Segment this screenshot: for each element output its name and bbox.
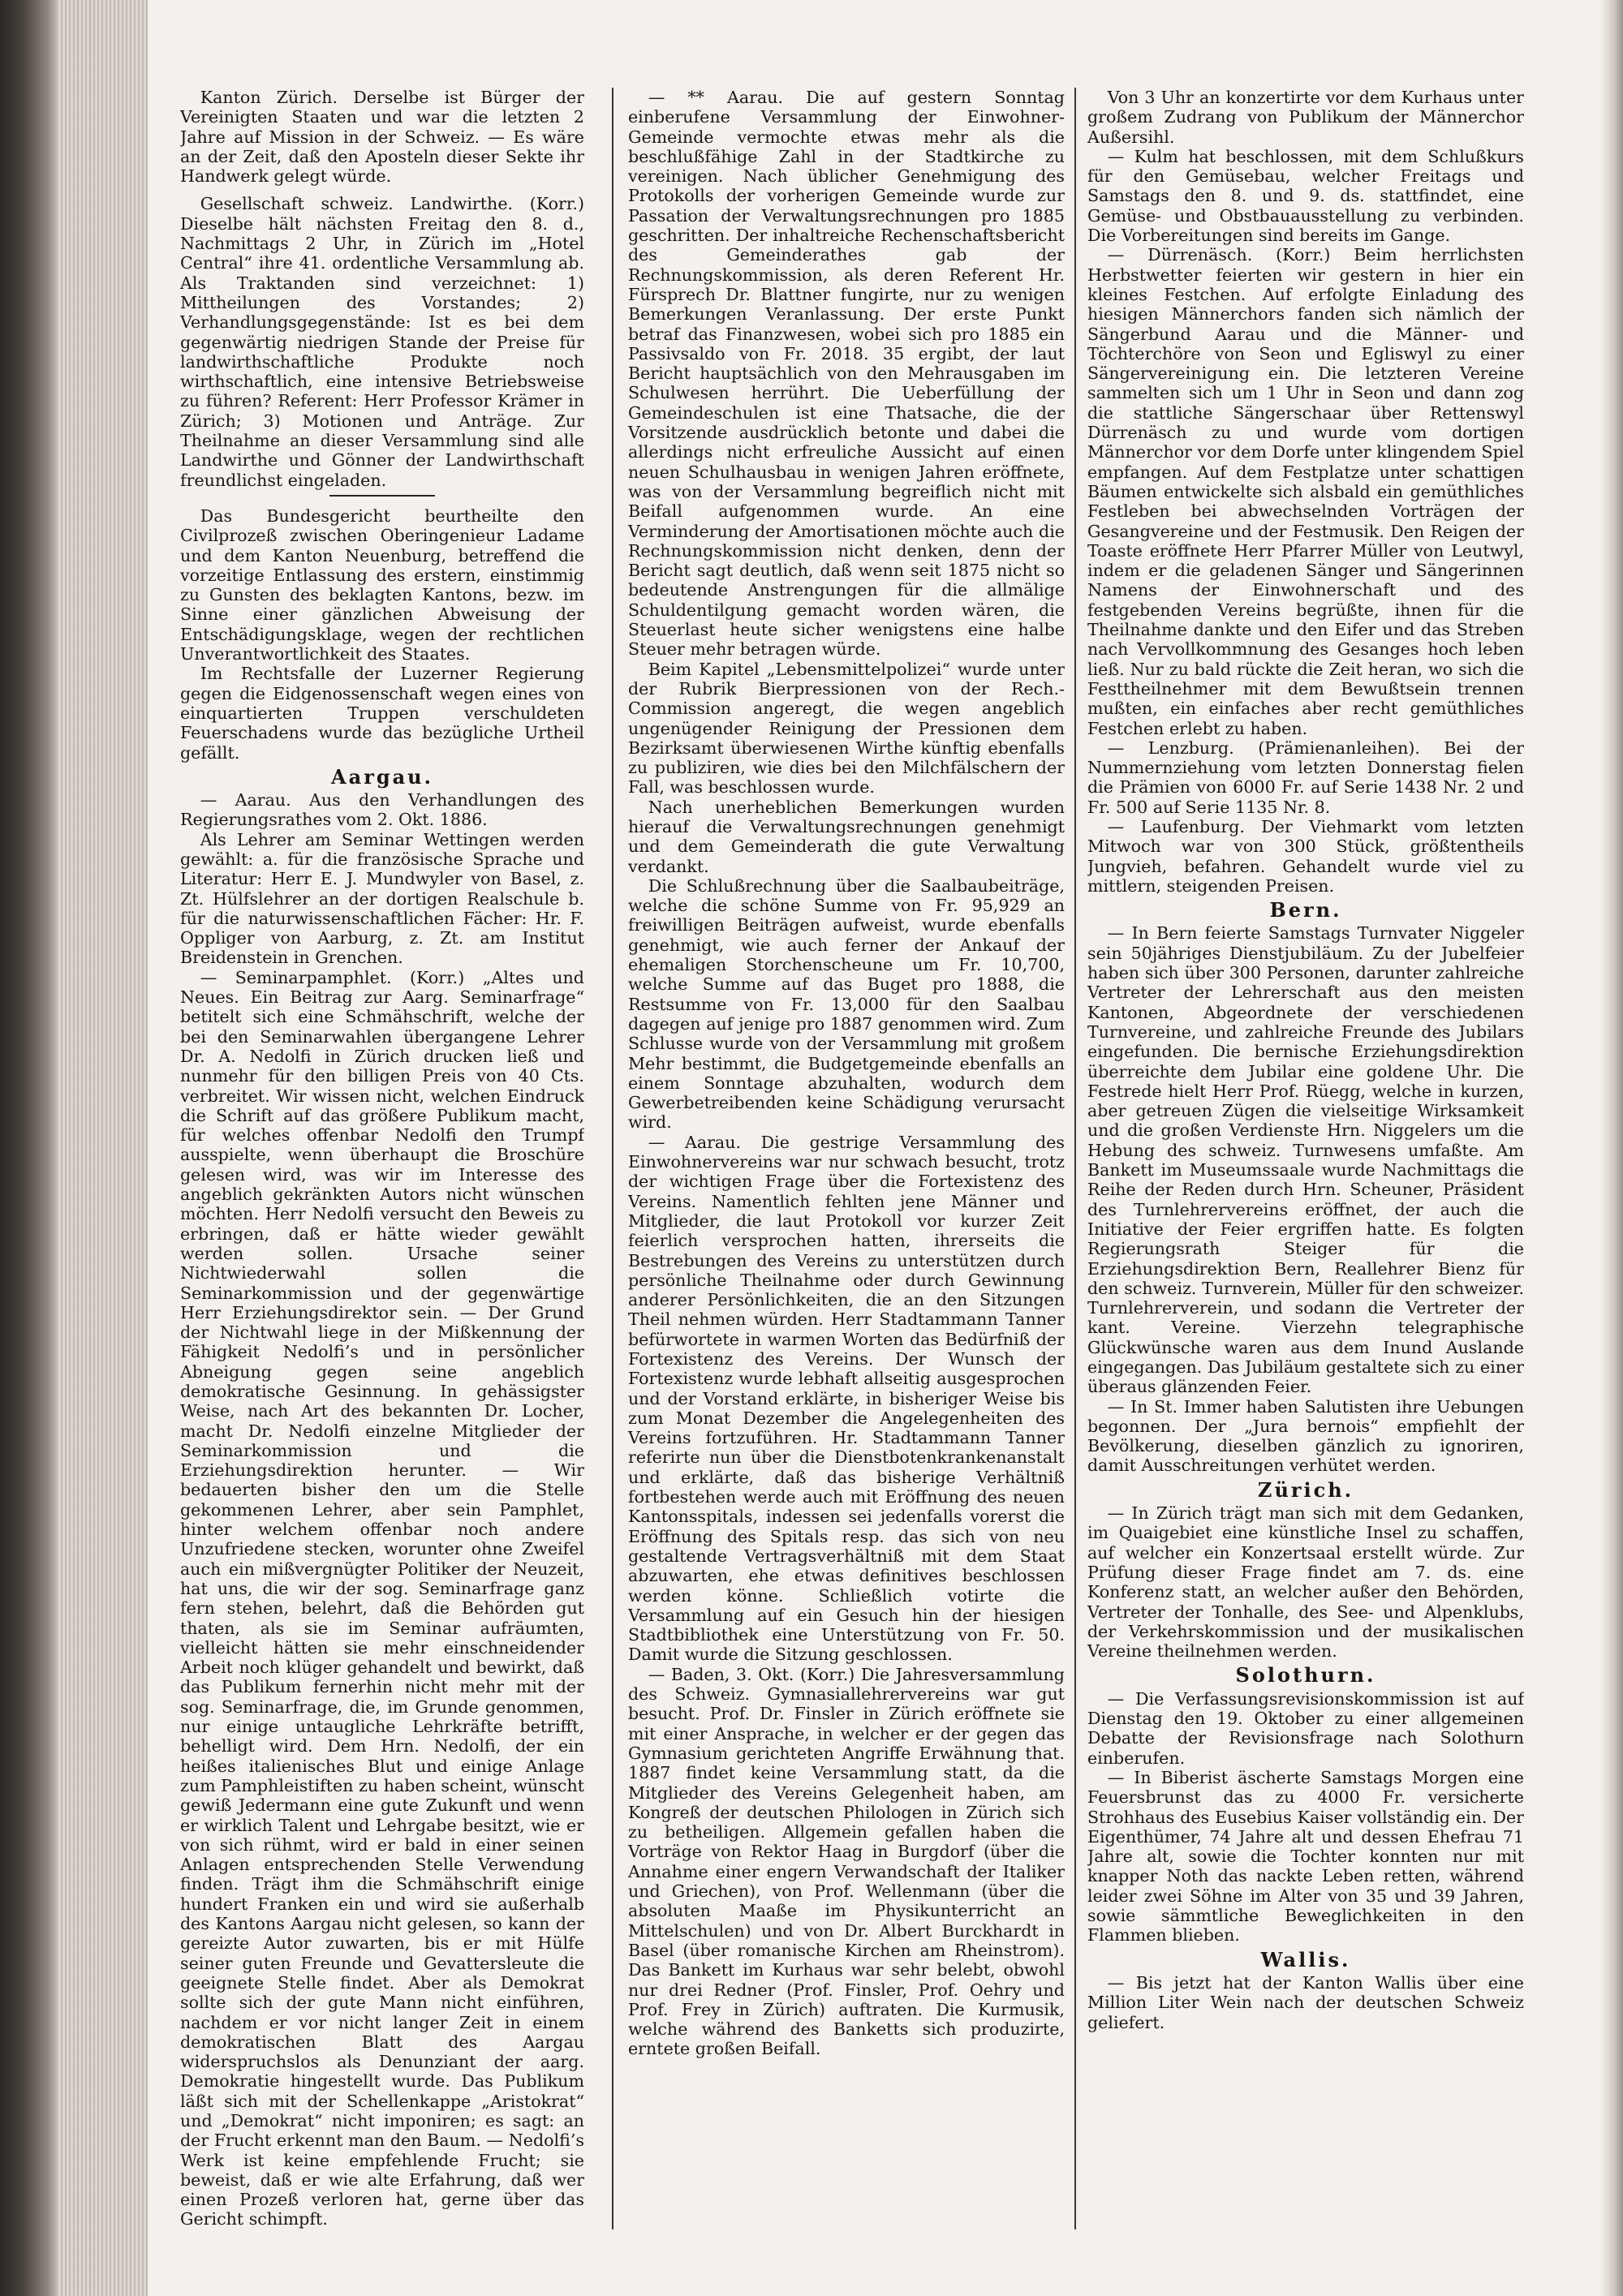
article-paragraph: Beim Kapitel „Lebensmittelpolizei“ wurde unter der Rubrik Bierpressionen von der Rech.-Commission angeregt, die wegen angeblich ungenügender Reinigung der Pressionen dem Bezirksamt überwiesenen Wirthe künftig ebenfalls zu publiziren, wie dies bei den Milchfälschern der Fall, was beschlossen wurde. [628,659,1065,798]
article-paragraph: — ** Aarau. Die auf gestern Sonntag einberufene Versammlung der Einwohner-Gemeinde vermochte etwas mehr als die beschlußfähige Zahl in der Stadtkirche zu vereinigen. Nach üblicher Genehmigung des Protokolls der vorherigen Gemeinde wurde zur Passation der Verwaltungsrechnungen pro 1885 geschritten. Der inhaltreiche Rechenschaftsbericht des Gemeinderathes gab der Rechnungskommission, als deren Referent Hr. Fürsprech Dr. Blattner fungirte, nur zu wenigen Bemerkungen Veranlassung. Der erste Punkt betraf das Finanzwesen, wobei sich pro 1885 ein Passivsaldo von Fr. 2018. 35 ergibt, der laut Bericht hauptsächlich von den Mehrausgaben im Schulwesen herrührt. Die Ueberfüllung der Gemeindeschulen ist eine Thatsache, die der Vorsitzende ausdrücklich betonte und dabei die allerdings nicht erfreuliche Aussicht auf einen neuen Schulhausbau in wenigen Jahren eröffnete, was von der Versammlung begreiflich nicht mit Beifall aufgenommen wurde. An eine Verminderung der Amortisationen möchte auch die Rechnungskommission nicht denken, denn der Bericht sagt deutlich, daß wenn seit 1875 nicht so bedeutende Anstrengungen für die allmälige Schuldentilgung gemacht worden wären, die Steuerlast heute sicher wenigstens eine halbe Steuer mehr betragen würde. [628,88,1065,660]
article-paragraph: — Laufenburg. Der Viehmarkt vom letzten Mitwoch war von 300 Stück, größtentheils Jungvieh, befahren. Gehandelt wurde viel zu mittlern, steigenden Preisen. [1087,816,1524,896]
page-stack-edge [58,0,148,2296]
article-paragraph: — Kulm hat beschlossen, mit dem Schlußkurs für den Gemüsebau, welcher Freitags und Samstags den 8. und 9. ds. stattfindet, eine Gemüse- und Obstbauausstellung zu verbinden. Die Vorbereitungen sind bereits im Gange. [1087,146,1524,246]
right-page-edge [1600,0,1623,2296]
paragraph-gap [180,186,584,194]
article-paragraph: — Baden, 3. Okt. (Korr.) Die Jahresversammlung des Schweiz. Gymnasiallehrervereins war gut besucht. Prof. Dr. Finsler in Zürich eröffnete sie mit einer Ansprache, in welcher er der gegen das Gymnasium gerichteten Angriffe Erwähnung that. 1887 findet keine Versammlung statt, da die Mitglieder des Vereins Gelegenheit haben, am Kongreß der deutschen Philologen in Zürich sich zu betheiligen. Allgemein gefallen haben die Vorträge von Rektor Haag in Burgdorf (über die Annahme einer engern Verwandschaft der Italiker und Griechen), von Prof. Wellenmann (über die absoluten Maaße im Physikunterricht an Mittelschulen) und von Dr. Albert Burckhardt in Basel (über romanische Kirchen am Rheinstrom). Das Bankett im Kurhaus war sehr belebt, obwohl nur drei Redner (Prof. Finsler, Prof. Oehry und Prof. Frey in Zürich) auftraten. Die Kurmusik, welche während des Banketts sich produzirte, erntete großen Beifall. [628,1664,1065,2059]
section-heading: Zürich. [1257,1477,1354,1502]
column-3 [1087,88,1524,2229]
book-binding [0,0,58,2296]
section-heading: Aargau. [331,764,433,789]
section-heading: Bern. [1269,898,1342,922]
article-paragraph: — Dürrenäsch. (Korr.) Beim herrlichsten Herbstwetter feierten wir gestern in hier ein kleines Festchen. Auf erfolgte Einladung des hiesigen Männerchors fanden sich nämlich der Sängerbund Aarau und die Männer- und Töchterchöre von Seon und Egliswyl zu einer Sängervereinigung ein. Die letzteren Vereine sammelten sich um 1 Uhr in Seon und dann zog die stattliche Sängerschaar über Rettenswyl Dürrenäsch zu und wurde vom dortigen Männerchor vor dem Dorfe unter klingendem Spiel empfangen. Auf dem Festplatze unter schattigen Bäumen entwickelte sich alsbald ein gemüthliches Festleben bei abwechselnden Vorträgen der Gesangvereine und der Festmusik. Den Reigen der Toaste eröffnete Herr Pfarrer Müller von Leutwyl, indem er die geladenen Sänger und Sängerinnen Namens der Einwohnerschaft und des festgebenden Vereins begrüßte, ihnen für die Theilnahme dankte und den Eifer und das Streben nach Vervollkommnung des Gesanges hoch leben ließ. Nur zu bald rückte die Zeit heran, wo sich die Festtheilnehmer mit dem Bewußtsein trennen mußten, ein einfaches aber recht gemüthliches Festchen erlebt zu haben. [1087,245,1524,738]
section-heading: Wallis. [1260,1947,1351,1971]
article-paragraph: — Die Verfassungsrevisionskommission ist auf Dienstag den 19. Oktober zu einer allgemeinen Debatte der Revisionsfrage nach Solothurn einberufen. [1087,1688,1524,1768]
article-paragraph: Nach unerheblichen Bemerkungen wurden hierauf die Verwaltungsrechnungen genehmigt und dem Gemeinderath die gute Verwaltung verdankt. [628,797,1065,876]
column-2 [628,88,1065,2229]
article-paragraph: — Aarau. Die gestrige Versammlung des Einwohnervereins war nur schwach besucht, trotz der wichtigen Frage über die Fortexistenz des Vereins. Namentlich fehlten jene Männer und Mitglieder, die laut Protokoll vor kurzer Zeit feierlich versprochen hatten, ihrerseits die Bestrebungen des Vereins zu unterstützen durch persönliche Theilnahme oder durch Gewinnung anderer Persönlichkeiten, die an den Sitzungen Theil nehmen würden. Herr Stadtammann Tanner befürwortete in warmen Worten das Bedürfniß der Fortexistenz des Vereins. Der Wunsch der Fortexistenz wurde lebhaft allseitig ausgesprochen und der Vorstand erklärte, in bisheriger Weise bis zum Monat Dezember die Angelegenheiten des Vereins fortzuführen. Hr. Stadtammann Tanner referirte nun über die Dienstbotenkrankenanstalt und erklärte, daß das bisherige Verhältniß fortbestehen werde auch mit Eröffnung des neuen Kantonsspitals, indessen sei jedenfalls vorerst die Eröffnung des Spitals resp. das sich von neu gestaltende Vertragsverhältniß mit dem Staat abzuwarten, ehe etwas definitives beschlossen werden könne. Schließlich votirte die Versammlung auf ein Gesuch hin der hiesigen Stadtbibliothek eine Unterstützung von Fr. 50. Damit wurde die Sitzung geschlossen. [628,1132,1065,1665]
article-paragraph: — Seminarpamphlet. (Korr.) „Altes und Neues. Ein Beitrag zur Aarg. Seminarfrage“ betitelt sich eine Schmähschrift, welche der bei den Seminarwahlen übergangene Lehrer Dr. A. Nedolfi in Zürich drucken ließ und nunmehr für den billigen Preis von 40 Cts. verbreitet. Wir wissen nicht, welchen Eindruck die Schrift auf das größere Publikum macht, für welches offenbar Nedolfi den Trumpf ausspielte, wenn überhaupt die Broschüre gelesen wird, was wir im Interesse des angeblich gekränkten Autors nicht wünschen möchten. Herr Nedolfi versucht den Beweis zu erbringen, daß er hätte wieder gewählt werden sollen. Ursache seiner Nichtwiederwahl sollen die Seminarkommission und der gegenwärtige Herr Erziehungsdirektor sein. — Der Grund der Nichtwahl liege in der Mißkennung der Fähigkeit Nedolfi’s und in persönlicher Abneigung gegen seine angeblich demokratische Gesinnung. In gehässigster Weise, nach Art des bekannten Dr. Locher, macht Dr. Nedolfi einzelne Mitglieder der Seminarkommission und die Erziehungsdirektion herunter. — Wir bedauerten bisher den um die Stelle gekommenen Lehrer, aber sein Pamphlet, hinter welchem offenbar noch andere Unzufriedene stecken, worunter ohne Zweifel auch ein mißvergnügter Politiker der Neuzeit, hat uns, die wir der sog. Seminarfrage ganz fern stehen, belehrt, daß die Behörden gut thaten, als sie im Seminar aufräumten, vielleicht hätten sie mehr einschneidender Arbeit noch klüger gehandelt und bewirkt, daß das Publikum fernerhin nicht mehr mit der sog. Seminarfrage, die, im Grunde genommen, nur einige untaugliche Lehrkräfte betrifft, behelligt wird. Dem Hrn. Nedolfi, der ein heißes italienisches Blut und einige Anlage zum Pamphleistiften zu haben scheint, wünscht gewiß Jedermann eine gute Zukunft und wenn er wirklich Talent und Lehrgabe besitzt, wie er von sich rühmt, wird er bald in einer seinen Anlagen entsprechenden Stelle Verwendung finden. Trägt ihm die Schmähschrift einige hundert Franken ein und wird sie außerhalb des Kantons Aargau nicht gelesen, so kann der gereizte Autor zuwarten, bis er mit Hülfe seiner guten Freunde und Gevattersleute die geeignete Stelle findet. Aber als Demokrat sollte sich der gute Mann nicht einführen, nachdem er vor nicht langer Zeit in einem demokratischen Blatt des Aargau widerspruchslos als Denunziant der aarg. Demokratie hingestellt wurde. Das Publikum läßt sich mit der Schellenkappe „Aristokrat“ und „Demokrat“ nicht imponiren; es sagt: an der Frucht erkennt man den Baum. — Nedolfi’s Werk ist keine empfehlende Frucht; sie beweist, daß er wie alte Erfahrung, daß wer einen Prozeß verloren hat, gerne über das Gericht schimpft. [180,967,584,2229]
article-paragraph: Die Schlußrechnung über die Saalbaubeiträge, welche die schöne Summe von Fr. 95,929 an freiwilligen Beiträgen aufweist, wurde ebenfalls genehmigt, wie auch ferner der Ankauf der ehemaligen Storchenscheune um Fr. 10,700, welche Summe auf das Buget pro 1888, die Restsumme von Fr. 13,000 für den Saalbau dagegen auf jenige pro 1887 genommen wird. Zum Schlusse wurde von der Versammlung mit großem Mehr bestimmt, die Budgetgemeinde ebenfalls an einem Sonntage abzuhalten, wodurch dem Gewerbetreibenden keine Schädigung verursacht wird. [628,875,1065,1133]
article-paragraph: Gesellschaft schweiz. Landwirthe. (Korr.) Dieselbe hält nächsten Freitag den 8. d., Nachmittags 2 Uhr, in Zürich im „Hotel Central“ ihre 41. ordentliche Versammlung ab. Als Traktanden sind verzeichnet: 1) Mittheilungen des Vorstandes; 2) Verhandlungsgegenstände: Ist es bei dem gegenwärtig niedrigen Stande der Preise für landwirthschaftliche Produkte noch wirthschaftlich, eine intensive Betriebsweise zu führen? Referent: Herr Professor Krämer in Zürich; 3) Motionen und Anträge. Zur Theilnahme an dieser Versammlung sind alle Landwirthe und Gönner der Landwirthschaft freundlichst eingeladen. [180,194,584,490]
article-paragraph: — Bis jetzt hat der Kanton Wallis über eine Million Liter Wein nach der deutschen Schweiz geliefert. [1087,1972,1524,2032]
separator-rule [329,495,435,497]
article-paragraph: Als Lehrer am Seminar Wettingen werden gewählt: a. für die französische Sprache und Literatur: Herr E. J. Mundwyler von Basel, z. Zt. Hülfslehrer an der dortigen Realschule b. für die naturwissenschaftlichen Fächer: Hr. F. Oppliger von Aarburg, z. Zt. am Institut Breidenstein in Grenchen. [180,829,584,968]
article-paragraph: Kanton Zürich. Derselbe ist Bürger der Vereinigten Staaten und war die letzten 2 Jahre auf Mission in der Schweiz. — Es wäre an der Zeit, daß den Aposteln dieser Sekte ihr Handwerk gelegt würde. [180,88,584,187]
section-heading: Solothurn. [1235,1663,1376,1688]
article-paragraph: — In Zürich trägt man sich mit dem Gedanken, im Quaigebiet eine künstliche Insel zu schaffen, auf welcher ein Konzertsaal erstellt würde. Zur Prüfung dieser Frage findet am 7. ds. eine Konferenz statt, an welcher außer den Behörden, Vertreter der Tonhalle, des See- und Alpenklubs, der Verkehrskommission und der musikalischen Vereine theilnehmen werden. [1087,1503,1524,1662]
column-rule-1 [612,88,613,2229]
article-paragraph: Das Bundesgericht beurtheilte den Civilprozeß zwischen Oberingenieur Ladame und dem Kanton Neuenburg, betreffend die vorzeitige Entlassung des erstern, einstimmig zu Gunsten des beklagten Kantons, bezw. im Sinne einer gänzlichen Abweisung der Entschädigungsklage, wegen der rechtlichen Unverantwortlichkeit des Staates. [180,505,584,664]
column-1 [180,88,584,2229]
column-rule-2 [1074,88,1076,2229]
article-paragraph: — In Biberist äscherte Samstags Morgen eine Feuersbrunst das zu 4000 Fr. versicherte Strohhaus des Eusebius Kaiser vollständig ein. Der Eigenthümer, 74 Jahre alt und dessen Ehefrau 71 Jahre alt, sowie die Tochter konnten nur mit knapper Noth das nackte Leben retten, während leider zwei Söhne im Alter von 35 und 39 Jahren, sowie sämmtliche Beweglichkeiten in den Flammen blieben. [1087,1767,1524,1946]
article-paragraph: Von 3 Uhr an konzertirte vor dem Kurhaus unter großem Zudrang von Publikum der Männerchor Außersihl. [1087,88,1524,147]
article-paragraph: — Lenzburg. (Prämienanleihen). Bei der Nummernziehung vom letzten Donnerstag fielen die Prämien von 6000 Fr. auf Serie 1438 Nr. 2 und Fr. 500 auf Serie 1135 Nr. 8. [1087,737,1524,817]
article-paragraph: — In St. Immer haben Salutisten ihre Uebungen begonnen. Der „Jura bernois“ empfiehlt der Bevölkerung, dieselben gänzlich zu ignoriren, damit Ausschreitungen verhütet werden. [1087,1396,1524,1476]
article-paragraph: — Aarau. Aus den Verhandlungen des Regierungsrathes vom 2. Okt. 1886. [180,790,584,830]
article-paragraph: — In Bern feierte Samstags Turnvater Niggeler sein 50jähriges Dienstjubiläum. Zu der Jubelfeier haben sich über 300 Personen, darunter zahlreiche Vertreter der Lehrerschaft aus den meisten Kantonen, Abgeordnete der verschiedenen Turnvereine, und zahlreiche Freunde des Jubilars eingefunden. Die bernische Erziehungsdirektion überreichte dem Jubilar eine goldene Uhr. Die Festrede hielt Herr Prof. Rüegg, welche in kurzen, aber getreuen Zügen die vielseitige Wirksamkeit und die großen Verdienste Hrn. Niggelers um die Hebung des schweiz. Turnwesens umfaßte. Am Bankett im Museumssaale wurde Nachmittags die Reihe der Reden durch Hrn. Scheuner, Präsident des Turnlehrervereins eröffnet, der auch die Initiative der Feier ergriffen hatte. Es folgten Regierungsrath Steiger für die Erziehungsdirektion Bern, Reallehrer Bienz für den schweiz. Turnverein, Müller für den schweizer. Turnlehrerverein, und sodann die Vertreter der kant. Vereine. Vierzehn telegraphische Glückwünsche waren aus dem Inund Auslande eingegangen. Das Jubiläum gestaltete sich zu einer überaus glänzenden Feier. [1087,923,1524,1397]
article-paragraph: Im Rechtsfalle der Luzerner Regierung gegen die Eidgenossenschaft wegen eines von einquartierten Truppen verschuldeten Feuerschadens wurde das bezügliche Urtheil gefällt. [180,664,584,763]
